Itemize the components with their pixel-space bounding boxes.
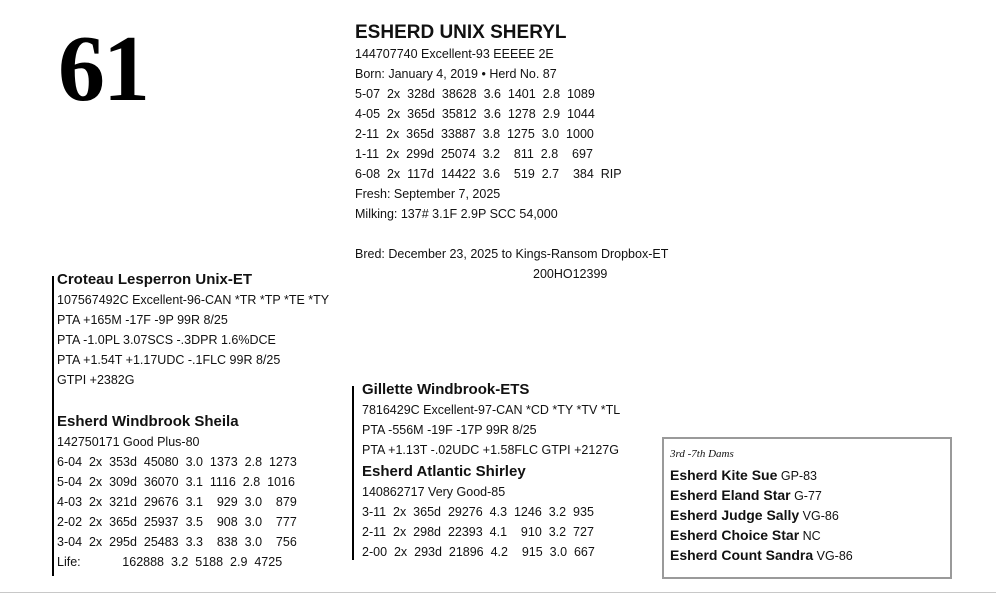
dam-record: 4-03 2x 321d 29676 3.1 929 3.0 879	[57, 495, 297, 509]
sire-line: GTPI +2382G	[57, 373, 135, 387]
ancestral-dam-name: Esherd Judge Sally	[670, 507, 800, 523]
dam-registration: 142750171 Good Plus-80	[57, 435, 200, 449]
sire-line: PTA -1.0PL 3.07SCS -.3DPR 1.6%DCE	[57, 333, 276, 347]
ancestral-dam-score: VG-86	[802, 509, 839, 523]
sire-name: Croteau Lesperron Unix-ET	[57, 271, 253, 288]
ancestral-dam	[670, 465, 950, 485]
dam-life-total: Life: 162888 3.2 5188 2.9 4725	[57, 555, 283, 569]
cow-fresh: Fresh: September 7, 2025	[355, 187, 501, 201]
dam-record: 5-04 2x 309d 36070 3.1 1116 2.8 1016	[57, 475, 295, 489]
dam-name: Esherd Windbrook Sheila	[57, 413, 239, 430]
cow-record: 6-08 2x 117d 14422 3.6 519 2.7 384 RIP	[355, 167, 622, 181]
maternal-grandsire-info	[362, 380, 620, 460]
ancestral-dam-score: VG-86	[816, 549, 853, 563]
cow-name: ESHERD UNIX SHERYL	[355, 22, 567, 43]
spacer	[355, 224, 668, 244]
ancestral-dam	[670, 485, 950, 505]
cow-milking: Milking: 137# 3.1F 2.9P SCC 54,000	[355, 207, 558, 221]
maternal-grandsire-line: PTA +1.13T -.02UDC +1.58FLC GTPI +2127G	[362, 443, 619, 457]
ancestral-dam-name: Esherd Count Sandra	[670, 547, 814, 563]
ancestral-dam	[670, 505, 950, 525]
page-bottom-rule	[0, 592, 996, 593]
ancestral-dam-score: G-77	[794, 489, 822, 503]
cow-record: 2-11 2x 365d 33887 3.8 1275 3.0 1000	[355, 127, 594, 141]
cow-record: 1-11 2x 299d 25074 3.2 811 2.8 697	[355, 147, 593, 161]
ancestral-dam-name: Esherd Choice Star	[670, 527, 800, 543]
pedigree-bracket-left	[52, 276, 54, 576]
granddam-name: Esherd Atlantic Shirley	[362, 463, 526, 480]
dam-record: 3-04 2x 295d 25483 3.3 838 3.0 756	[57, 535, 297, 549]
granddam-record: 3-11 2x 365d 29276 4.3 1246 3.2 935	[362, 505, 594, 519]
sire-line: PTA +1.54T +1.17UDC -.1FLC 99R 8/25	[57, 353, 281, 367]
ancestral-dam-score: GP-83	[780, 469, 817, 483]
ancestral-dam	[670, 545, 950, 565]
ancestral-dam-name: Esherd Kite Sue	[670, 467, 778, 483]
ancestral-dams-heading: 3rd -7th Dams	[670, 448, 734, 460]
cow-registration: 144707740 Excellent-93 EEEEE 2E	[355, 47, 554, 61]
dam-record: 2-02 2x 365d 25937 3.5 908 3.0 777	[57, 515, 297, 529]
cow-info	[355, 20, 668, 284]
maternal-grandsire-name: Gillette Windbrook-ETS	[362, 381, 530, 398]
ancestral-dam-score: NC	[802, 529, 821, 543]
cow-bred: Bred: December 23, 2025 to Kings-Ransom Dropbox-ET	[355, 247, 669, 261]
ancestral-dams-box	[662, 437, 952, 579]
sire-info	[57, 270, 329, 390]
cow-bred-sire-code: 200HO12399	[533, 267, 608, 281]
maternal-grandsire-line: PTA -556M -19F -17P 99R 8/25	[362, 423, 537, 437]
granddam-info	[362, 462, 595, 562]
sire-line: 107567492C Excellent-96-CAN *TR *TP *TE *TY	[57, 293, 330, 307]
granddam-registration: 140862717 Very Good-85	[362, 485, 506, 499]
maternal-grandsire-line: 7816429C Excellent-97-CAN *CD *TY *TV *TL	[362, 403, 621, 417]
granddam-record: 2-00 2x 293d 21896 4.2 915 3.0 667	[362, 545, 595, 559]
pedigree-bracket-right	[352, 386, 354, 560]
ancestral-dam	[670, 525, 950, 545]
dam-info	[57, 412, 297, 572]
lot-number: 61	[58, 17, 148, 121]
cow-record: 4-05 2x 365d 35812 3.6 1278 2.9 1044	[355, 107, 595, 121]
granddam-record: 2-11 2x 298d 22393 4.1 910 3.2 727	[362, 525, 594, 539]
cow-born: Born: January 4, 2019 • Herd No. 87	[355, 67, 557, 81]
ancestral-dam-name: Esherd Eland Star	[670, 487, 791, 503]
cow-record: 5-07 2x 328d 38628 3.6 1401 2.8 1089	[355, 87, 595, 101]
dam-record: 6-04 2x 353d 45080 3.0 1373 2.8 1273	[57, 455, 297, 469]
sire-line: PTA +165M -17F -9P 99R 8/25	[57, 313, 228, 327]
